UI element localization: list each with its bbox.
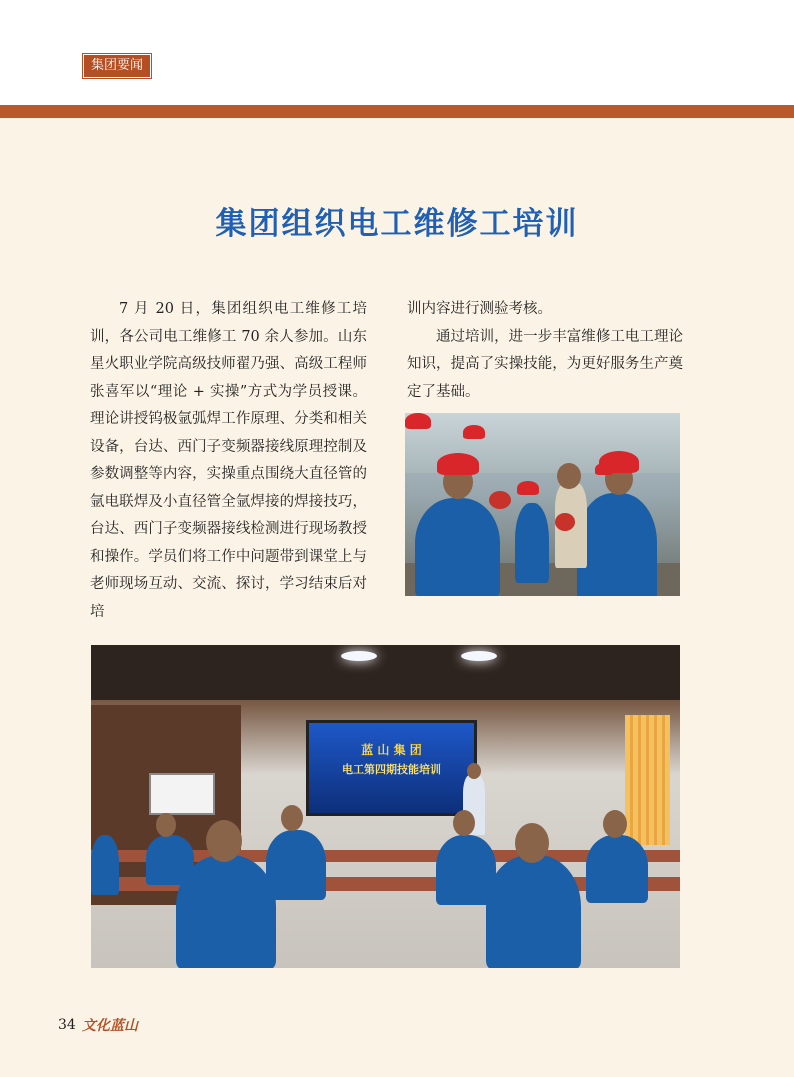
- header-rule: [0, 105, 794, 118]
- article-title: 集团组织电工维修工培训: [215, 206, 579, 242]
- screen-title: 蓝 山 集 团: [361, 743, 422, 757]
- ceiling-light: [461, 651, 497, 661]
- window-blinds: [625, 715, 670, 845]
- text-column-right: [407, 296, 683, 406]
- text-column-left: [90, 296, 367, 626]
- ceiling-light: [341, 651, 377, 661]
- header-band: [0, 0, 794, 105]
- paragraph-2: 通过培训，进一步丰富维修工电工理论知识，提高了实操技能，为更好服务生产奠定了基础。: [407, 328, 683, 400]
- paragraph-1-continued: 训内容进行测验考核。: [407, 301, 552, 317]
- projection-screen: [306, 720, 477, 816]
- section-tag: 集团要闻: [83, 54, 151, 78]
- magazine-logo: 文化蓝山: [82, 1018, 138, 1034]
- paragraph-1: 7 月 20 日，集团组织电工维修工培训，各公司电工维修工 70 余人参加。山东星火职业学院高级技师翟乃强、高级工程师张喜军以“理论 + 实操”方式为学员授课。理论讲授钨极氩弧焊工作原理、分类和相关设备，台达、西门子变频器接线原理控制及参数调整等内容，实操重点围绕大直径管的氩电联焊及小直径管全氩焊接的焊接技巧，台达、西门子变频器接线检测进行现场教授和操作。学员们将工作中问题带到课堂上与老师现场互动、交流、探讨，学习结束后对培: [90, 301, 367, 620]
- screen-subtitle: 电工第四期技能培训: [342, 763, 441, 776]
- whiteboard: [149, 773, 215, 815]
- photo-classroom-training: [91, 645, 680, 968]
- photo-workshop-training: [405, 413, 680, 596]
- page-number: 34: [58, 1017, 76, 1033]
